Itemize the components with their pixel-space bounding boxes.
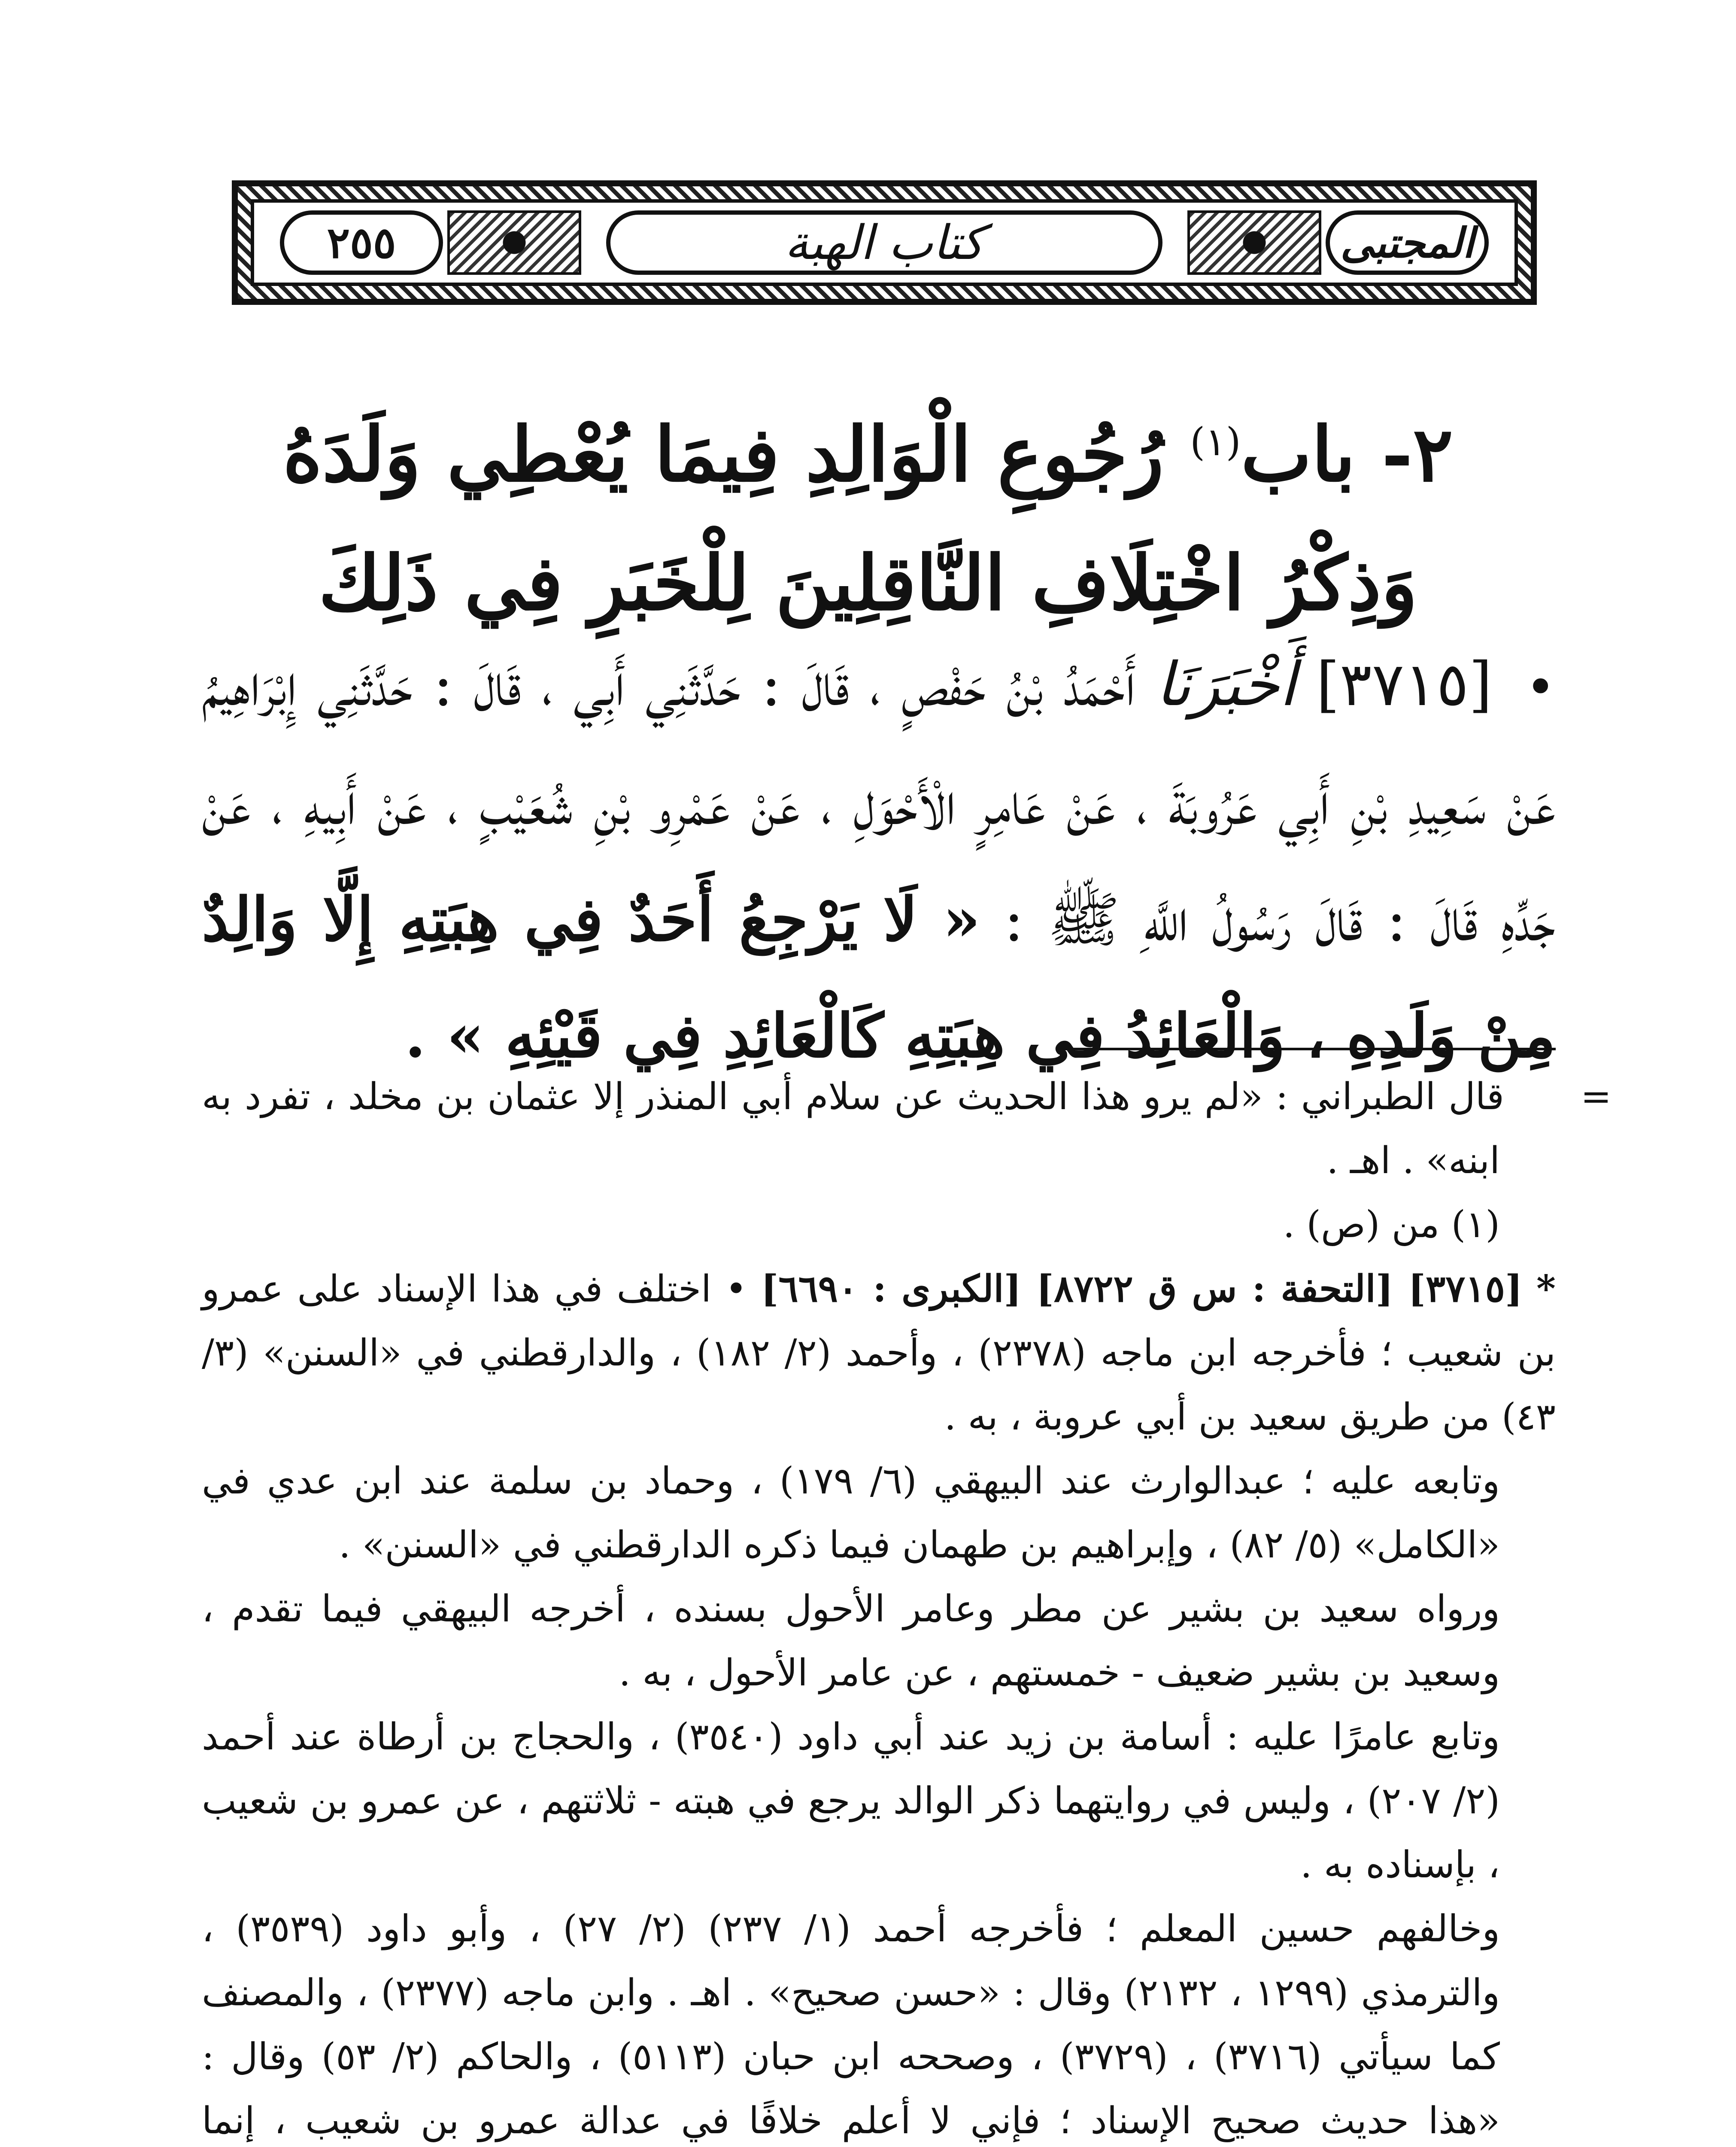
reference-tags: [٣٧١٥] [التحفة : س ق ٨٧٢٢] [الكبرى : ٦٦٩٠] <box>761 1267 1523 1311</box>
chapter-title-part-1: رُجُوعِ الْوَالِدِ فِيمَا يُعْطِي وَلَدَهُ <box>282 411 1164 499</box>
book-name-cartouche <box>1326 210 1489 275</box>
chapter-heading <box>215 378 1521 648</box>
commentary-paragraph-1: اختلف في هذا الإسناد على عمرو بن شعيب ؛ فأخرجه ابن ماجه (٢٣٧٨) ، وأحمد (٢/ ١٨٢) ، والدارقطني في «السنن» (٣/ ٤٣) من طريق سعيد بن أبي عروبة ، به . <box>202 1268 1556 1438</box>
hadith-chain: أَحْمَدُ بْنُ حَفْصٍ ، قَالَ : حَدَّثَنِي أَبِي ، قَالَ : حَدَّثَنِي إِبْرَاهِيمُ عَنْ سَعِيدِ بْنِ أَبِي عَرُوبَةَ ، عَنْ عَامِرٍ الْأَحْوَلِ ، عَنْ عَمْرِو بْنِ شُعَيْبٍ ، عَنْ أَبِيهِ ، عَنْ جَدِّهِ قَالَ : قَالَ رَسُولُ اللَّهِ ﷺ : <box>202 650 1556 955</box>
page-number-cartouche <box>280 210 443 275</box>
page-header-frame <box>232 180 1537 305</box>
commentary-paragraph-2: وتابعه عليه ؛ عبدالوارث عند البيهقي (٦/ ١٧٩) ، وحماد بن سلمة عند ابن عدي في «الكامل» (٥/ ٨٢) ، وإبراهيم بن طهمان فيما ذكره الدارقطني في «السنن» . <box>202 1460 1500 1566</box>
chapter-heading-line-1 <box>215 378 1521 519</box>
header-ornament-right <box>1187 210 1321 275</box>
commentary-paragraph-5: وخالفهم حسين المعلم ؛ فأخرجه أحمد (١/ ٢٣٧) (٢/ ٢٧) ، وأبو داود (٣٥٣٩) ، والترمذي (١٢٩٩ ، ٢١٣٢) وقال : «حسن صحيح» . اهـ . وابن ماجه (٢٣٧٧) ، والمصنف كما سيأتي (٣٧١٦) ، (٣٧٢٩) ، وصححه ابن حبان (٥١١٣) ، والحاكم (٢/ ٥٣) وقال : «هذا حديث صحيح الإسناد ؛ فإني لا أعلم خلافًا في عدالة عمرو بن شعيب ، إنما <box>202 1907 1500 2142</box>
hadith-text <box>202 627 1556 1095</box>
section-title: كتاب الهبة <box>784 215 984 270</box>
carry-over-text: قال الطبراني : «لم يرو هذا الحديث عن سلام أبي المنذر إلا عثمان بن مخلد ، تفرد به ابنه» . اهـ . <box>202 1075 1504 1182</box>
reference-star: * <box>1536 1267 1556 1311</box>
hadith-matn: « لَا يَرْجِعُ أَحَدٌ فِي هِبَتِهِ إِلَّا وَالِدٌ مِنْ وَلَدِهِ ، وَالْعَائِدُ فِي هِبَتِهِ كَالْعَائِدِ فِي قَيْئِهِ » . <box>202 885 1556 1071</box>
commentary-paragraph-4: وتابع عامرًا عليه : أسامة بن زيد عند أبي داود (٣٥٤٠) ، والحجاج بن أرطاة عند أحمد (٢/ ٢٠٧) ، وليس في روايتهما ذكر الوالد يرجع في هبته - ثلاثتهم ، عن عمرو بن شعيب ، بإسناده به . <box>202 1715 1500 1886</box>
reference-heading <box>202 1257 1556 1449</box>
chapter-number: ٢- <box>1381 411 1454 499</box>
book-name: المجتبى <box>1340 218 1474 267</box>
commentary-paragraph-3: ورواه سعيد بن بشير عن مطر وعامر الأحول بسنده ، أخرجه البيهقي فيما تقدم ، وسعيد بن بشير ضعيف - خمستهم ، عن عامر الأحول ، به . <box>202 1587 1500 1694</box>
footnote-marker: (١) <box>1190 420 1241 465</box>
carry-over-note <box>202 1065 1612 1193</box>
footnote-separator <box>1062 1048 1556 1050</box>
carry-over-mark: = <box>1580 1075 1612 1118</box>
hadith-bullet: • <box>1525 658 1556 718</box>
hadith-opening: أَخْبَرَنَا <box>1156 650 1296 720</box>
section-title-cartouche <box>606 210 1162 275</box>
reference-bullet: • <box>725 1268 747 1311</box>
footnote-1: (١) من (ص) . <box>1283 1203 1500 1246</box>
header-inner-band <box>251 199 1518 286</box>
page-number: ٢٥٥ <box>327 217 396 268</box>
chapter-word: باب <box>1241 411 1356 499</box>
header-ornament-left <box>447 210 581 275</box>
hadith-number: [٣٧١٥] <box>1316 650 1493 720</box>
chapter-heading-line-2: وَذِكْرُ اخْتِلَافِ النَّاقِلِينَ لِلْخَبَرِ فِي ذَلِكَ <box>319 539 1417 628</box>
footnotes <box>202 1065 1612 2147</box>
